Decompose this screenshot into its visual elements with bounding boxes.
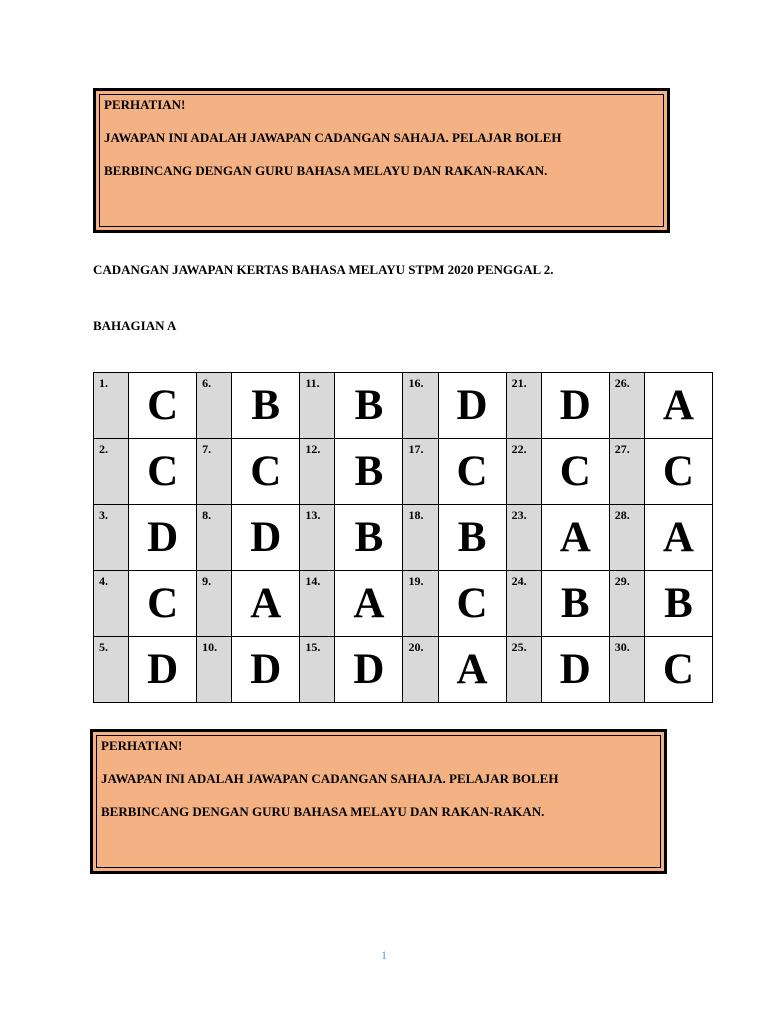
answer-letter: B xyxy=(541,571,609,637)
notice-title: PERHATIAN! xyxy=(104,97,186,112)
question-number: 10. xyxy=(197,637,232,703)
question-number: 16. xyxy=(403,373,438,439)
question-number: 25. xyxy=(506,637,541,703)
question-number: 21. xyxy=(506,373,541,439)
answer-letter: B xyxy=(644,571,712,637)
answer-letter: C xyxy=(129,373,197,439)
answer-letter: B xyxy=(335,373,403,439)
question-number: 19. xyxy=(403,571,438,637)
answer-letter: B xyxy=(335,505,403,571)
question-number: 24. xyxy=(506,571,541,637)
question-number: 29. xyxy=(609,571,644,637)
question-number: 11. xyxy=(300,373,335,439)
question-number: 22. xyxy=(506,439,541,505)
question-number: 27. xyxy=(609,439,644,505)
answer-letter: B xyxy=(335,439,403,505)
question-number: 1. xyxy=(94,373,129,439)
question-number: 8. xyxy=(197,505,232,571)
answer-letter: A xyxy=(644,373,712,439)
answer-letter: B xyxy=(438,505,506,571)
answer-letter: D xyxy=(129,637,197,703)
section-title: BAHAGIAN A xyxy=(93,318,177,333)
page-number: 1 xyxy=(381,948,387,962)
answer-letter: C xyxy=(541,439,609,505)
answer-letter: C xyxy=(438,439,506,505)
question-number: 6. xyxy=(197,373,232,439)
answer-letter: C xyxy=(129,439,197,505)
answer-row xyxy=(94,637,713,703)
answer-letter: C xyxy=(644,637,712,703)
answer-letter: C xyxy=(129,571,197,637)
answer-letter: D xyxy=(438,373,506,439)
answer-letter: D xyxy=(541,637,609,703)
answer-letter: B xyxy=(232,373,300,439)
question-number: 17. xyxy=(403,439,438,505)
answer-letter: D xyxy=(129,505,197,571)
answer-row xyxy=(94,439,713,505)
answer-letter: A xyxy=(232,571,300,637)
answer-letter: C xyxy=(232,439,300,505)
question-number: 18. xyxy=(403,505,438,571)
question-number: 26. xyxy=(609,373,644,439)
answer-letter: D xyxy=(335,637,403,703)
answer-row xyxy=(94,571,713,637)
answer-letter: A xyxy=(335,571,403,637)
document-title: CADANGAN JAWAPAN KERTAS BAHASA MELAYU STPM 2020 PENGGAL 2. xyxy=(93,262,554,277)
answer-letter: D xyxy=(232,637,300,703)
question-number: 30. xyxy=(609,637,644,703)
answer-row xyxy=(94,373,713,439)
answer-row xyxy=(94,505,713,571)
question-number: 20. xyxy=(403,637,438,703)
question-number: 9. xyxy=(197,571,232,637)
notice-text-line-2: BERBINCANG DENGAN GURU BAHASA MELAYU DAN RAKAN-RAKAN. xyxy=(104,163,548,178)
answer-letter: C xyxy=(644,439,712,505)
question-number: 28. xyxy=(609,505,644,571)
notice-text-line-1: JAWAPAN INI ADALAH JAWAPAN CADANGAN SAHAJA. PELAJAR BOLEH xyxy=(101,771,559,786)
question-number: 23. xyxy=(506,505,541,571)
question-number: 2. xyxy=(94,439,129,505)
answer-grid xyxy=(93,372,713,703)
answer-letter: A xyxy=(541,505,609,571)
question-number: 7. xyxy=(197,439,232,505)
question-number: 12. xyxy=(300,439,335,505)
notice-box-bottom xyxy=(90,729,667,874)
answer-letter: C xyxy=(438,571,506,637)
answer-letter: A xyxy=(438,637,506,703)
answer-letter: D xyxy=(232,505,300,571)
notice-title: PERHATIAN! xyxy=(101,738,183,753)
notice-text-line-1: JAWAPAN INI ADALAH JAWAPAN CADANGAN SAHAJA. PELAJAR BOLEH xyxy=(104,130,562,145)
question-number: 4. xyxy=(94,571,129,637)
notice-text-line-2: BERBINCANG DENGAN GURU BAHASA MELAYU DAN RAKAN-RAKAN. xyxy=(101,804,545,819)
notice-box-top xyxy=(93,88,670,233)
question-number: 15. xyxy=(300,637,335,703)
answer-letter: A xyxy=(644,505,712,571)
question-number: 14. xyxy=(300,571,335,637)
question-number: 13. xyxy=(300,505,335,571)
question-number: 3. xyxy=(94,505,129,571)
answer-letter: D xyxy=(541,373,609,439)
question-number: 5. xyxy=(94,637,129,703)
